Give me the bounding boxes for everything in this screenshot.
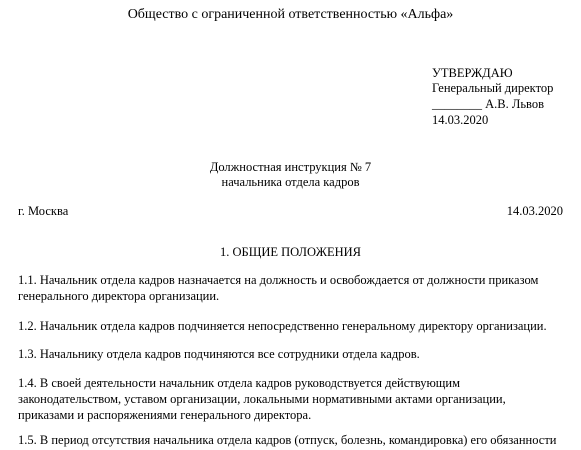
paragraph-line: 1.2. Начальник отдела кадров подчиняется непосредственно генеральному директору организации.: [18, 319, 547, 333]
approval-date: 14.03.2020: [432, 113, 489, 127]
approver-position: Генеральный директор: [432, 81, 554, 95]
section-heading: 1. ОБЩИЕ ПОЛОЖЕНИЯ: [220, 245, 361, 259]
paragraph-line: 1.1. Начальник отдела кадров назначается на должность и освобождается от должности приказом: [18, 273, 539, 287]
paragraph-1-3: [18, 346, 574, 362]
document-city: г. Москва: [18, 204, 69, 218]
document-subtitle: начальника отдела кадров: [221, 175, 360, 189]
document-title: Должностная инструкция № 7: [209, 160, 372, 174]
paragraph-line: 1.4. В своей деятельности начальник отдела кадров руководствуется действующим: [18, 376, 461, 390]
document-date: 14.03.2020: [506, 204, 563, 218]
paragraph-line: законодательством, уставом организации, локальными нормативными актами организации,: [18, 392, 506, 406]
paragraph-1-2: [18, 318, 574, 334]
paragraph-line: генерального директора организации.: [18, 289, 220, 303]
organization-name: Общество с ограниченной ответственностью «Альфа»: [127, 7, 454, 22]
paragraph-line: 1.5. В период отсутствия начальника отдела кадров (отпуск, болезнь, командировка) его обязанности: [18, 433, 557, 447]
paragraph-line: приказами и распоряжениями генерального директора.: [18, 408, 312, 422]
approver-signature-line: ________ А.В. Львов: [432, 97, 545, 111]
approval-heading: УТВЕРЖДАЮ: [432, 66, 513, 80]
paragraph-1-1: [18, 272, 574, 304]
paragraph-1-4: [18, 375, 574, 423]
paragraph-1-5: [18, 432, 574, 448]
paragraph-line: 1.3. Начальнику отдела кадров подчиняются все сотрудники отдела кадров.: [18, 347, 420, 361]
